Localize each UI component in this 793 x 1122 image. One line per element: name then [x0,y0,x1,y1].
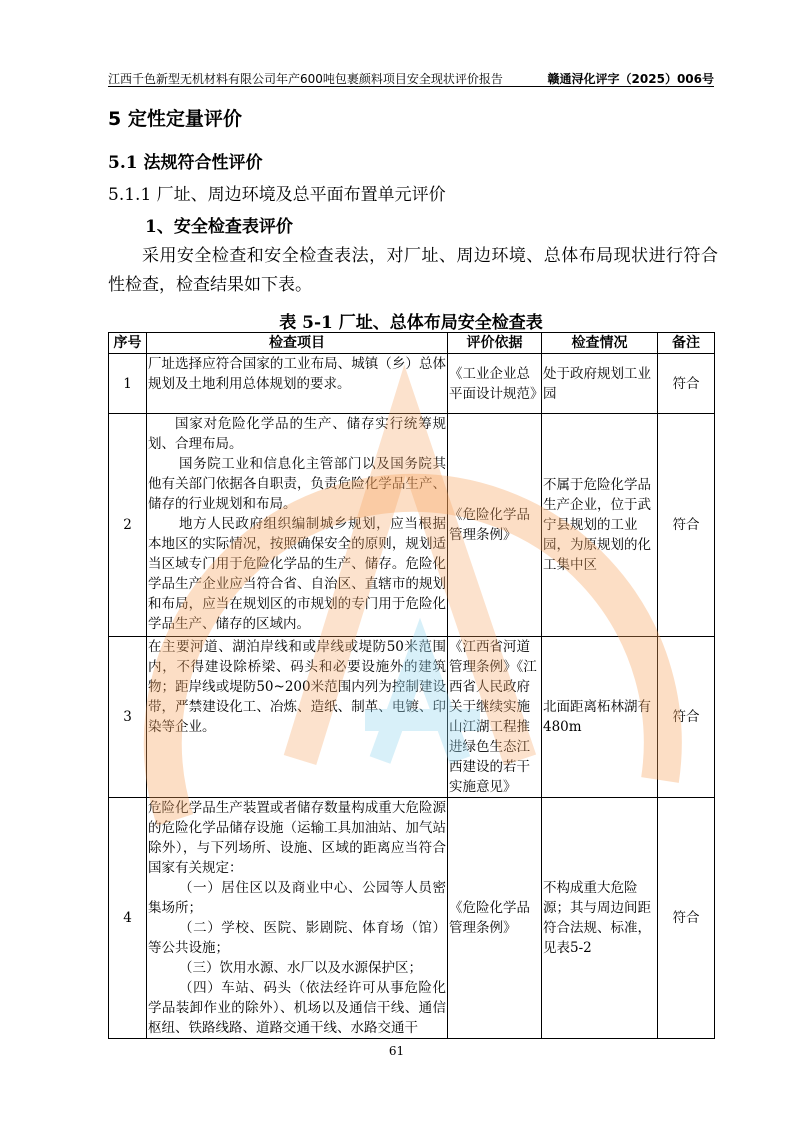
table-header-row [109,333,715,354]
row-number: 2 [109,414,147,637]
remark: 符合 [658,354,715,414]
basis: 《危险化学品管理条例》 [448,414,542,637]
basis: 《江西省河道管理条例》《江西省人民政府关于继续实施山江湖工程推进绿色生态江西建设的若干实施意见》 [448,637,542,798]
table-row [109,637,715,798]
header-doc-number: 赣通浔化评字（2025）006号 [547,72,714,86]
intro-paragraph: 采用安全检查和安全检查表法，对厂址、周边环境、总体布局现状进行符合性检查，检查结果如下表。 [108,246,718,295]
remark: 符合 [658,798,715,1039]
result: 不属于危险化学品生产企业，位于武宁县规划的工业园，为原规划的化工集中区 [542,414,658,637]
row-number: 3 [109,637,147,798]
check-item-text: （四）车站、码头（依法经许可从事危险化学品装卸作业的除外）、机场以及通信干线、通信枢纽、铁路线路、道路交通干线、水路交通干 [148,980,446,1036]
check-item-text: 地方人民政府组织编制城乡规划，应当根据本地区的实际情况，按照确保安全的原则，规划适当区域专门用于危险化学品的生产、储存。危险化学品生产企业应当符合省、自治区、直辖市的规划和布局，应当在规划区的市规划的专门用于危险化学品生产、储存的区域内。 [148,516,446,632]
checklist-table [108,332,715,1039]
col-header: 检查情况 [542,333,658,354]
table-row [109,414,715,637]
check-item-text: 厂址选择应符合国家的工业布局、城镇（乡）总体规划及土地利用总体规划的要求。 [148,356,446,392]
running-header [108,70,714,87]
check-item [147,798,448,1039]
result: 处于政府规划工业园 [542,354,658,414]
check-item [147,637,448,798]
header-title: 江西千色新型无机材料有限公司年产600吨包裹颜料项目安全现状评价报告 [108,72,503,86]
row-number: 1 [109,354,147,414]
remark: 符合 [658,637,715,798]
row-number: 4 [109,798,147,1039]
table-caption: 表 5-1 厂址、总体布局安全检查表 [279,313,543,333]
col-header: 备注 [658,333,715,354]
check-item-text: 危险化学品生产装置或者储存数量构成重大危险源的危险化学品储存设施（运输工具加油站、加气站除外），与下列场所、设施、区域的距离应当符合国家有关规定： [148,800,446,876]
page-number: 61 [388,1044,405,1058]
section-heading: 5 定性定量评价 [108,108,242,130]
check-item-text: （二）学校、医院、影剧院、体育场（馆）等公共设施； [148,920,446,956]
remark: 符合 [658,414,715,637]
col-header: 评价依据 [448,333,542,354]
item-heading: 1、安全检查表评价 [145,217,293,237]
col-header: 序号 [109,333,147,354]
subsubsection-heading: 5.1.1 厂址、周边环境及总平面布置单元评价 [108,185,446,205]
check-item-text: 在主要河道、湖泊岸线和或岸线或堤防50米范围内，不得建设除桥梁、码头和必要设施外的建筑物；距岸线或堤防50~200米范围内列为控制建设带，严禁建设化工、冶炼、造纸、制革、电镀、印染等企业。 [148,639,446,735]
check-item [147,354,448,414]
result: 北面距离柘林湖有480m [542,637,658,798]
check-item-text: 国务院工业和信息化主管部门以及国务院其他有关部门依据各自职责，负责危险化学品生产、储存的行业规划和布局。 [148,456,446,512]
check-item [147,414,448,637]
basis: 《工业企业总平面设计规范》 [448,354,542,414]
subsection-heading: 5.1 法规符合性评价 [108,153,263,173]
check-item-text: （三）饮用水源、水厂以及水源保护区； [179,960,423,976]
col-header: 检查项目 [147,333,448,354]
result: 不构成重大危险源；其与周边间距符合法规、标准，见表5-2 [542,798,658,1039]
check-item-text: （一）居住区以及商业中心、公园等人员密集场所； [148,880,446,916]
table-row [109,354,715,414]
check-item-text: 国家对危险化学品的生产、储存实行统筹规划、合理布局。 [148,416,446,452]
table-row [109,798,715,1039]
basis: 《危险化学品管理条例》 [448,798,542,1039]
